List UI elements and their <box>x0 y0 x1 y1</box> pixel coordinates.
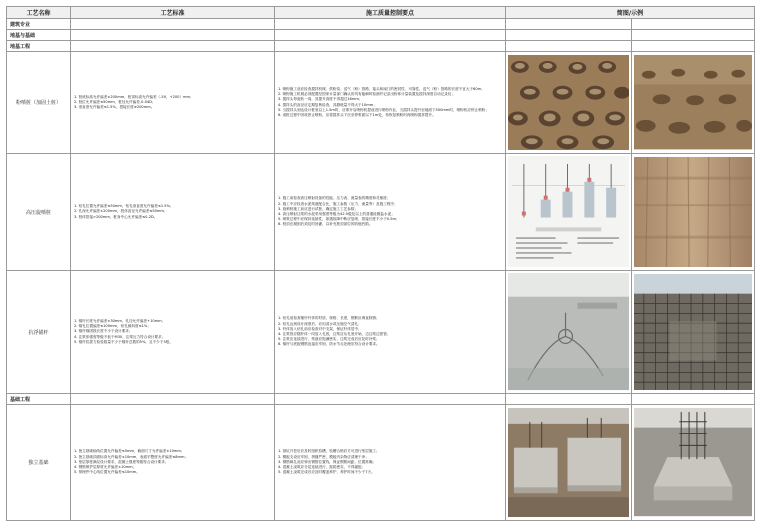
standard-item: 3. 锚杆锚固段长度不小于设计要求； <box>74 329 133 334</box>
control-item: 2. 模板支设应牢固，拼缝严密，模板内杂物应清理干净； <box>278 454 369 459</box>
control-item: 6. 成桩过程中因故停止喷粉，应将搅拌头下沉至停浆面以下1m处，待恢复喷粉时再喷粉搅拌提升。 <box>278 112 436 117</box>
example-photo-cell <box>632 52 755 154</box>
example-diagram-cell <box>506 154 632 271</box>
section-row <box>7 394 755 405</box>
control-item: 6. 桩顶在凝固后须及时回灌，以补充桩顶部位的收缩凹陷。 <box>278 222 373 227</box>
control-item: 4. 注浆管应随杆体一同放入孔底，注浆应从孔底开始，边注浆边拔管； <box>278 332 391 336</box>
control-item: 1. 基坑开挖后应及时组织验槽，验槽合格后方可进行垫层施工； <box>278 449 380 454</box>
table-row <box>7 271 755 394</box>
example-photo-cell <box>506 405 632 521</box>
table-row <box>7 405 755 521</box>
process-standard <box>71 271 275 394</box>
control-item: 5. 当搅拌头到达设计桩底以上1.5m时，应即开启喷粉机提前进行喷粉作业，当搅拌头提升至地面下500mm时，喷粉机应停止喷粉； <box>278 107 489 112</box>
header-row <box>7 7 755 19</box>
standard-item: 3. 垫层厚度满足设计要求，混凝土强度等级符合设计要求； <box>74 459 169 464</box>
standard-item: 1. 钻孔位置允许偏差≤50mm，钻孔垂直度允许偏差≤1.5%； <box>74 204 174 209</box>
construction-standards-table <box>6 6 755 521</box>
process-name: 粉喷桩（加固土桩） <box>7 52 71 154</box>
control-item: 1. 钻孔前检查锚杆杆体的材质、规格、长度，钢筋应调直除锈； <box>278 316 380 321</box>
section-label: 建筑专业 <box>7 19 71 30</box>
section-row <box>7 41 755 52</box>
standard-item: 3. 垂直度允许偏差≤1.5%，搭接长度≥200mm。 <box>74 105 155 110</box>
standard-item: 1. 桩底标高允许偏差±200mm，桩顶标高允许偏差（-50，+200）mm； <box>74 94 194 99</box>
foundation-column-photo <box>634 408 752 516</box>
example-photo-cell <box>632 154 755 271</box>
quality-control-points <box>275 405 506 521</box>
control-item: 1. 喷粉施工前应检查搅拌机械、供粉泵、送气（粉）管路、接头和阀门的密封性、可靠性，送气（粉）管路的长度不宜大于60m； <box>278 86 485 91</box>
foundation-formwork-photo <box>508 408 629 517</box>
control-item: 5. 喷浆过程中应保持连续性，如遇故障中断应复喷，搭接长度不小于0.5m； <box>278 217 400 222</box>
control-item: 2. 喷粉施工机械必须配置经国家计量部门确认的具有能瞬时检测并记录出粉体计量装置及搅拌深度自动记录仪； <box>278 92 456 97</box>
example-photo-cell <box>506 52 632 154</box>
pile-heads-photo <box>508 55 629 150</box>
control-item: 4. 混凝土浇筑应分层连续进行，振捣密实，不得漏振； <box>278 465 366 470</box>
header-process-standard: 工艺标准 <box>71 7 275 19</box>
process-standard <box>71 154 275 271</box>
jet-grouting-process-diagram <box>508 156 629 267</box>
process-standard <box>71 405 275 521</box>
control-item: 3. 杆体放入钻孔前应检查对中支架，保证杆体居中； <box>278 326 362 331</box>
control-item: 5. 注浆应连续进行，浆液应饱满密实，注浆完成后应及时补浆； <box>278 337 380 342</box>
anchor-slab-photo <box>508 273 629 390</box>
control-item: 5. 混凝土浇筑完成后应及时覆盖养护，养护时间不少于7天。 <box>278 470 375 475</box>
section-row <box>7 30 755 41</box>
standard-item: 2. 孔深允许偏差±200mm，桩体直径允许偏差≤50mm； <box>74 209 168 214</box>
jet-grout-wall-photo <box>634 157 752 267</box>
quality-control-points <box>275 52 506 154</box>
control-item: 4. 高压喷射注浆的水泥采用强度等级为42.5级及以上的普通硅酸盐水泥； <box>278 212 395 216</box>
control-item: 1. 施工前检查高压喷射设备的性能、压力表、流量表的精度和灵敏度； <box>278 196 391 201</box>
standard-item: 4. 钢筋保护层厚度允许偏差±10mm； <box>74 465 137 470</box>
section-row <box>7 19 755 30</box>
process-name: 抗浮锚杆 <box>7 271 71 394</box>
quality-control-points <box>275 271 506 394</box>
example-photo-cell <box>632 271 755 394</box>
control-item: 2. 钻孔达到设计深度后，应用清水或压缩空气清孔； <box>278 321 362 326</box>
quality-control-points <box>275 154 506 271</box>
control-item: 3. 旋喷桩施工前应进行试桩，确定施工工艺参数； <box>278 206 359 211</box>
standard-item: 2. 桩位允许偏差≤50mm，桩径允许偏差-0.04D； <box>74 99 156 104</box>
control-item: 2. 施工中应检查水泥浆液配合比、施工参数（压力、流量等）及施工程序； <box>278 201 398 206</box>
table-row <box>7 52 755 154</box>
section-label: 地基工程 <box>7 41 71 52</box>
header-process-name: 工艺名称 <box>7 7 71 19</box>
standard-item: 1. 锚杆长度允许偏差±30mm，孔径允许偏差+10mm； <box>74 318 166 323</box>
standard-item: 1. 独立基础轴线位置允许偏差≤5mm，截面尺寸允许偏差±10mm； <box>74 449 185 454</box>
standard-item: 4. 注浆体强度等级不低于M30，注浆压力符合设计要求； <box>74 334 166 339</box>
section-label: 地基与基础 <box>7 30 71 41</box>
process-name: 高压旋喷桩 <box>7 154 71 271</box>
standard-item: 2. 锚孔位置偏差≤100mm，钻孔倾斜度≤1%； <box>74 324 151 329</box>
standard-item: 3. 桩体搭接>200mm，桩身中心允许偏差≤0.2D。 <box>74 214 158 219</box>
control-item: 6. 锚杆与底板钢筋连接应牢固，防水节点处理应符合设计要求。 <box>278 342 380 347</box>
control-item: 3. 搅拌头每旋转一周，其提升高度不得超过16mm； <box>278 97 363 102</box>
section-label: 基础工程 <box>7 394 71 405</box>
process-standard <box>71 52 275 154</box>
example-photo-cell <box>632 405 755 521</box>
standard-item: 2. 独立基础顶面标高允许偏差±10mm，表面平整度允许偏差≤8mm； <box>74 454 189 459</box>
example-photo-cell <box>506 271 632 394</box>
standard-item: 5. 预埋件中心线位置允许偏差≤10mm。 <box>74 470 140 475</box>
process-name: 独立基础 <box>7 405 71 521</box>
header-diagram: 简图/示例 <box>506 7 755 19</box>
anchor-rebar-photo <box>634 274 752 390</box>
control-item: 3. 钢筋绑扎前应弹出钢筋位置线，保证钢筋间距、位置准确； <box>278 459 377 464</box>
header-quality-control: 施工质量控制要点 <box>275 7 506 19</box>
table-row <box>7 154 755 271</box>
control-item: 4. 搅拌头的直径应定期复核检查，其磨耗量不得大于10mm； <box>278 102 377 107</box>
standard-item: 5. 锚杆抗拔力检验数量不少于锚杆总数的5%，且不少于3根。 <box>74 339 173 344</box>
pile-field-photo <box>634 55 752 149</box>
